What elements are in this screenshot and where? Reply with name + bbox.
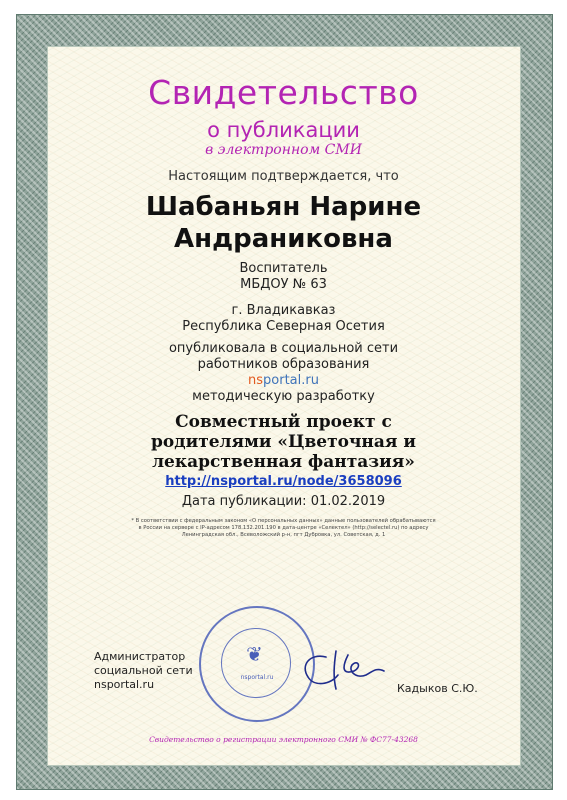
flame-icon: ❦: [246, 642, 263, 666]
work-title: [0, 412, 567, 472]
certificate-subtitle: о публикации: [207, 118, 360, 142]
region-text: Республика Северная Осетия: [182, 319, 385, 334]
admin-line1: Администратор: [94, 650, 186, 663]
recipient-name: [0, 191, 567, 255]
site-name: [0, 373, 567, 388]
administrator-block: [94, 650, 193, 692]
city-text: г. Владикавказ: [231, 303, 336, 318]
organization-text: МБДОУ № 63: [240, 277, 327, 292]
published-line1: опубликовала в социальной сети: [168, 341, 399, 356]
recipient-location: [0, 303, 567, 335]
certificate-subtitle-media: в электронном СМИ: [205, 142, 362, 158]
handwritten-signature: [296, 645, 386, 695]
certificate-title: Свидетельство: [148, 73, 419, 112]
confirm-text: Настоящим подтверждается, что: [168, 169, 399, 184]
position-text: Воспитатель: [239, 261, 328, 276]
registration-text: Свидетельство о регистрации электронного СМИ № ФС77-43268: [149, 735, 418, 744]
signer-name: Кадыков С.Ю.: [397, 682, 478, 695]
work-title-line1: Совместный проект с: [175, 412, 392, 432]
admin-line2: социальной сети: [94, 664, 193, 677]
published-line2: работников образования: [197, 357, 370, 372]
work-title-line3: лекарственная фантазия»: [152, 452, 415, 472]
site-name-rest: portal.ru: [263, 373, 319, 388]
publication-link[interactable]: http://nsportal.ru/node/3658096: [165, 474, 402, 489]
publication-date: Дата публикации: 01.02.2019: [181, 494, 386, 509]
personal-data-note: [110, 518, 457, 539]
work-title-line2: родителями «Цветочная и: [151, 432, 416, 452]
note-line1: * В соответствии с федеральным законом «О персональных данных» данные пользователей обрабатываются: [131, 518, 436, 524]
recipient-name-line2: Андраниковна: [174, 224, 393, 254]
note-line3: Ленинградская обл., Всеволожский р-н, пгт Дубровка, ул. Советская, д. 1: [181, 532, 386, 538]
stamp-center-text: nsportal.ru: [240, 674, 274, 681]
work-type: методическую разработку: [192, 389, 375, 404]
note-line2: в России на сервере с IP-адресом 178.132.201.190 в дата-центре «Селектел» (http://selectel.ru) по адресу: [138, 525, 429, 531]
recipient-position: [0, 261, 567, 293]
recipient-name-line1: Шабаньян Нарине: [145, 192, 422, 222]
admin-line3: nsportal.ru: [94, 678, 155, 691]
published-text: [0, 341, 567, 373]
site-name-ns: ns: [248, 373, 264, 388]
